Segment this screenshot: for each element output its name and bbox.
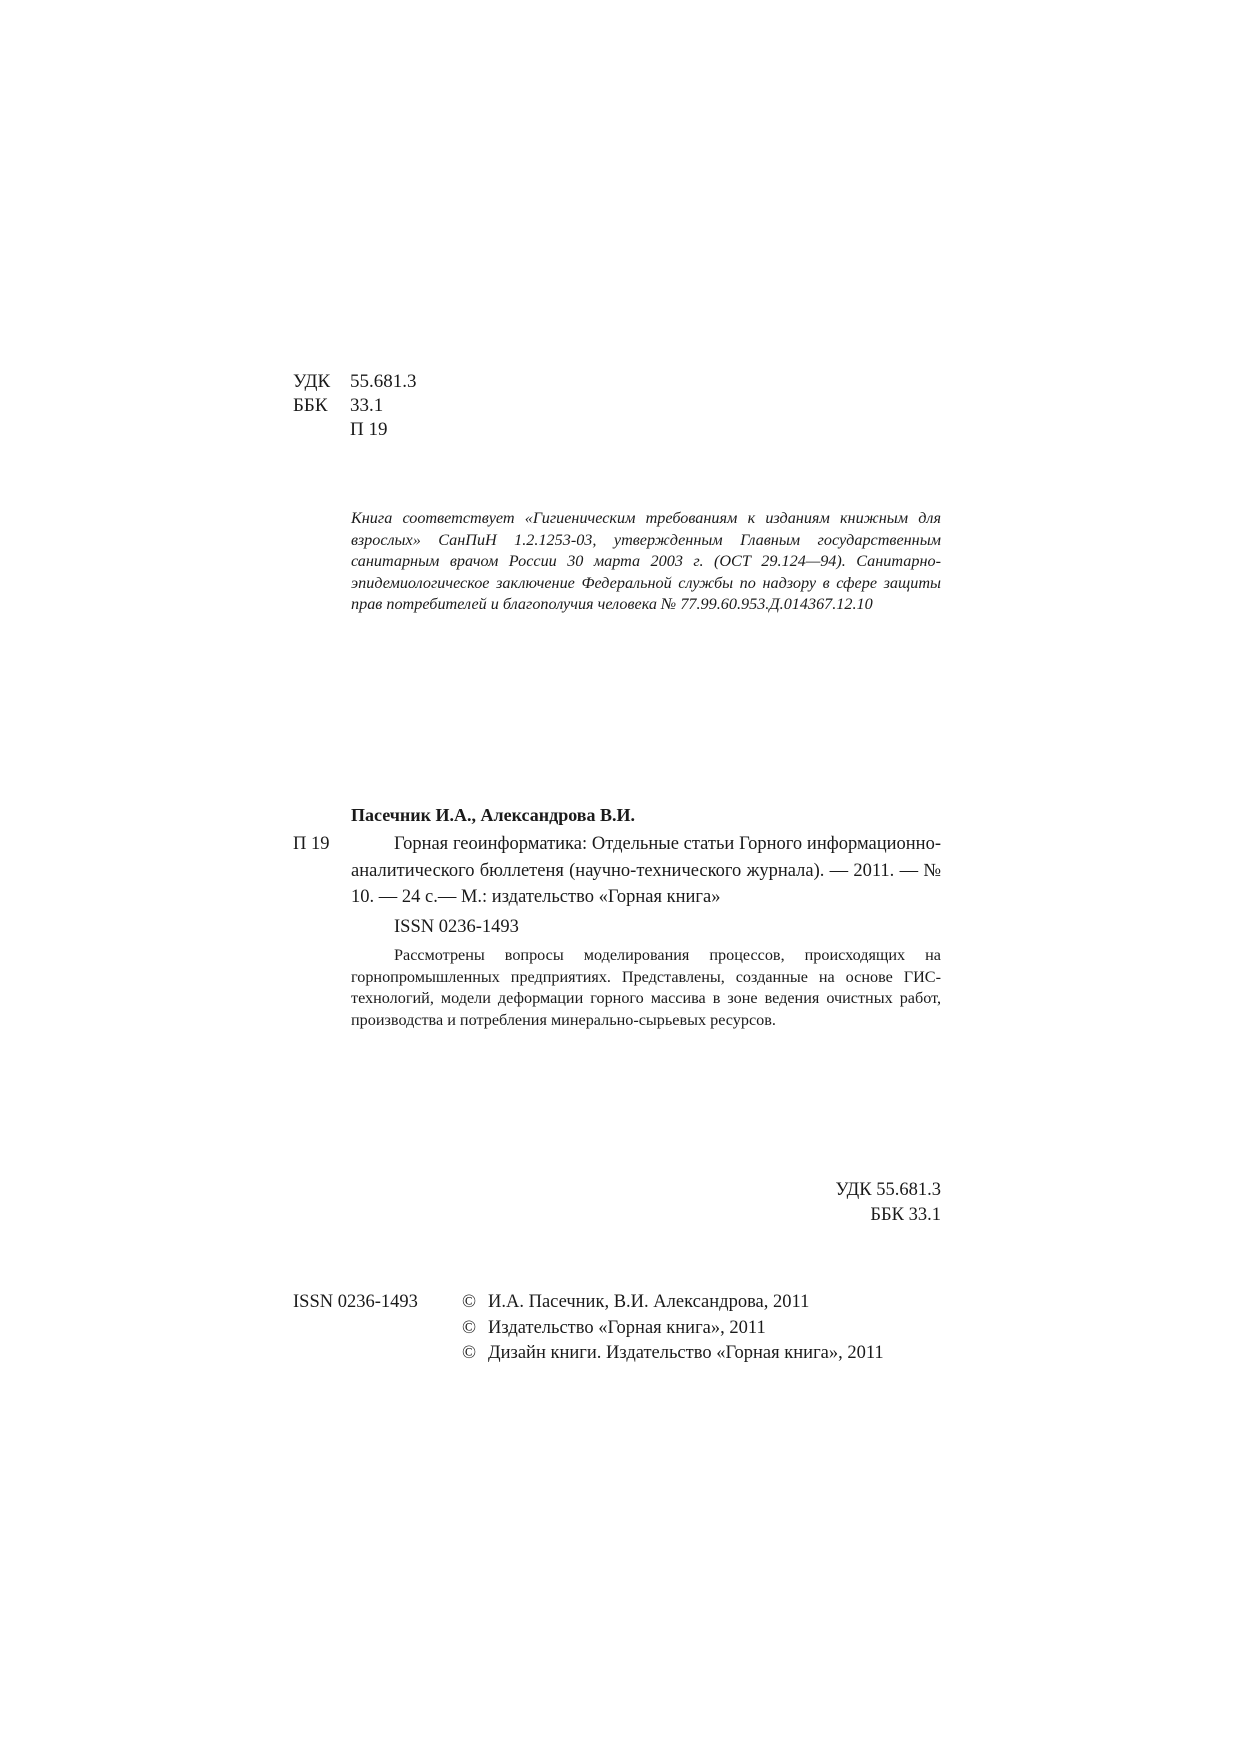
record-description <box>351 831 941 911</box>
author-sign-label <box>293 418 350 442</box>
udk-right: УДК 55.681.3 <box>835 1180 941 1200</box>
hygiene-notice-text: Книга соответствует «Гигиеническим требованиям к изданиям книжным для взрослых» СанПиН 1.2.1253-03, утвержденным Главным государственным санитарным врачом России 30 марта 2003 г. (ОСТ 29.124—94). Санитарно-эпидемиологическое заключение Федеральной службы по надзору в сфере защиты прав потребителей и благополучия человека № 77.99.60.953.Д.014367.12.10 <box>351 509 941 613</box>
copyright-lines <box>462 1290 884 1367</box>
record-annotation <box>351 945 941 1031</box>
record-authors: Пасечник И.А., Александрова В.И. <box>351 805 636 825</box>
author-sign-row <box>293 418 417 442</box>
copyright-line <box>462 1290 884 1316</box>
bbk-value: 33.1 <box>350 395 384 416</box>
record-catalog-sign: П 19 <box>293 834 330 854</box>
classification-block <box>293 370 417 442</box>
bbk-row <box>293 394 417 418</box>
copyright-line-text: И.А. Пасечник, В.И. Александрова, 2011 <box>488 1292 810 1312</box>
copyright-line <box>462 1316 884 1342</box>
copyright-icon: © <box>462 1343 477 1363</box>
record-description-text: Горная геоинформатика: Отдельные статьи Горного информационно-аналитического бюллетеня (научно-технического журнала). — 2011. — № 10. — 24 с.— М.: издательство «Горная книга» <box>351 834 941 907</box>
author-sign-value: П 19 <box>350 419 388 440</box>
udk-value: 55.681.3 <box>350 371 417 392</box>
bbk-label: ББК <box>293 395 328 416</box>
copyright-line <box>462 1341 884 1367</box>
copyright-issn: ISSN 0236-1493 <box>293 1292 418 1312</box>
copyright-icon: © <box>462 1292 477 1312</box>
record-annotation-text: Рассмотрены вопросы моделирования процессов, происходящих на горнопромышленных предприятиях. Представлены, созданные на основе ГИС-технологий, модели деформации горного массива в зоне ведения очистных работ, производства и потребления минерально-сырьевых ресурсов. <box>351 946 941 1029</box>
record-issn: ISSN 0236-1493 <box>394 917 519 937</box>
bbk-right: ББК 33.1 <box>870 1205 941 1225</box>
classification-right <box>835 1178 941 1228</box>
udk-label: УДК <box>293 371 331 392</box>
copyright-line-text: Дизайн книги. Издательство «Горная книга», 2011 <box>488 1343 884 1363</box>
copyright-icon: © <box>462 1317 477 1338</box>
copyright-line-text: Издательство «Горная книга», 2011 <box>488 1317 766 1338</box>
udk-row <box>293 370 417 394</box>
hygiene-notice <box>351 508 941 616</box>
